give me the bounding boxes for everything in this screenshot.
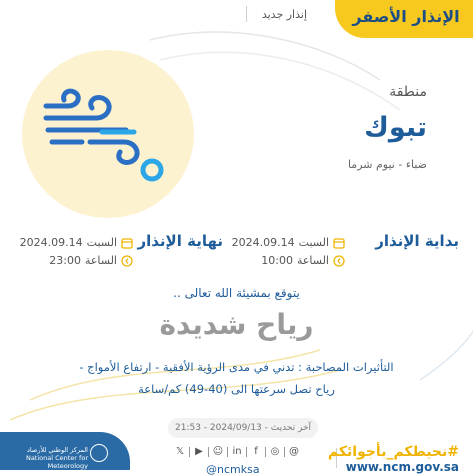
ncm-emblem-icon: [90, 444, 108, 462]
last-update-pill: [168, 418, 318, 438]
region-areas: ضباء - نيوم شرما: [347, 158, 427, 171]
yellow-warning-badge: [335, 0, 473, 38]
facebook-icon[interactable]: f: [254, 446, 258, 457]
social-divider: [265, 447, 266, 457]
social-divider: [284, 447, 285, 457]
region-label: منطقة: [389, 84, 427, 100]
start-time-row: [261, 254, 345, 267]
instagram-icon[interactable]: ◎: [270, 446, 280, 457]
social-divider: [246, 447, 247, 457]
social-handle[interactable]: @ncmksa: [206, 463, 260, 476]
clock-icon: [333, 255, 345, 267]
hashtag: #نحيطكم_بأجوائكم: [327, 444, 459, 460]
end-time-row: [49, 254, 133, 267]
calendar-icon: [333, 237, 345, 249]
snapchat-icon[interactable]: ☺: [212, 446, 224, 457]
effects-line-1: التأثيرات المصاحبة : تدني في مدى الرؤية الأفقية - ارتفاع الأمواج -: [79, 360, 394, 374]
linkedin-icon[interactable]: in: [232, 446, 242, 457]
youtube-icon[interactable]: ▶: [195, 446, 203, 457]
end-day: السبت: [86, 236, 117, 249]
calendar-icon: [121, 237, 133, 249]
end-title: نهاية الإنذار: [137, 232, 223, 250]
end-date-row: [20, 236, 133, 249]
ncm-logo-text: المركز الوطني للأرصاد National Center for Meteorology: [25, 446, 88, 470]
end-time-label: الساعة: [84, 254, 117, 267]
start-time-label: الساعة: [296, 254, 329, 267]
start-time: 10:00: [261, 254, 293, 267]
header-divider: [246, 6, 247, 22]
expectation-text: يتوقع بمشيئة الله تعالى ..: [173, 286, 300, 300]
effects-text: [0, 356, 473, 400]
end-date: 2024.09.14: [19, 236, 83, 249]
social-icons: [174, 446, 300, 458]
clock-icon: [121, 255, 133, 267]
start-day: السبت: [298, 236, 329, 249]
effects-line-2: رياح تصل سرعتها الى (40-49) كم/ساعة: [138, 382, 335, 396]
badge-label: الإنذار الأصفر: [352, 6, 460, 26]
start-title: بداية الإنذار: [375, 232, 459, 250]
start-date: 2024.09.14: [231, 236, 295, 249]
social-divider: [227, 447, 228, 457]
region-name: تبوك: [364, 112, 427, 143]
last-update-text: آخر تحديث - 2024/09/13 - 21:53: [174, 423, 312, 433]
website-link[interactable]: www.ncm.gov.sa: [345, 460, 459, 474]
end-time: 23:00: [49, 254, 81, 267]
social-divider: [189, 447, 190, 457]
wind-icon: [38, 88, 168, 188]
social-divider: [208, 447, 209, 457]
new-warning-label: إنذار جديد: [261, 8, 307, 21]
x-icon[interactable]: 𝕏: [175, 446, 185, 457]
phenomenon-title: رياح شديدة: [159, 308, 314, 341]
threads-icon[interactable]: @: [289, 446, 299, 457]
start-date-row: [232, 236, 345, 249]
